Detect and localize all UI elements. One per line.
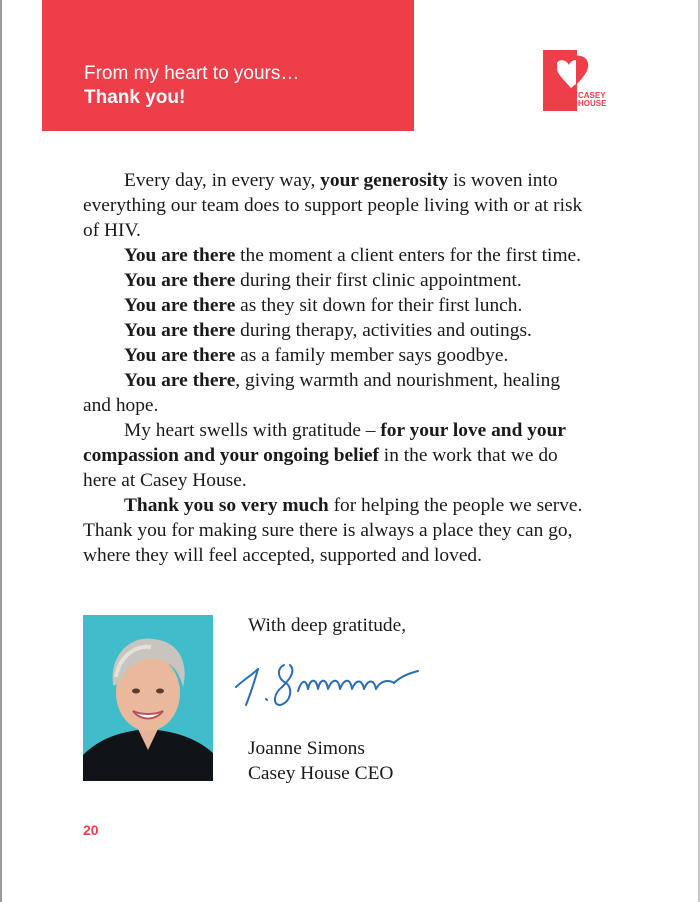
signer-name: Joanne Simons	[248, 738, 365, 759]
letter-paragraph	[83, 168, 583, 243]
portrait-illustration	[83, 615, 213, 781]
emphasis-text: for your love and your compassion and your ongoing belief	[83, 420, 566, 466]
emphasis-text: You are there	[124, 295, 236, 316]
logo-wordmark	[578, 92, 606, 108]
paragraph-text: in the work that we do here at Casey House.	[83, 445, 558, 491]
handwritten-signature	[228, 643, 453, 723]
closing-line: With deep gratitude,	[248, 615, 407, 636]
letter-paragraph	[83, 493, 583, 568]
paragraph-text: Every day, in every way,	[124, 170, 321, 191]
letter-body	[83, 168, 583, 568]
letter-paragraph	[83, 293, 583, 318]
page-number: 20	[83, 822, 99, 838]
logo-text-house: HOUSE	[578, 99, 607, 108]
casey-house-logo	[543, 50, 613, 114]
paragraph-text: is woven into everything our team does to support people living with or at risk of HIV.	[83, 170, 583, 241]
emphasis-text: You are there	[124, 370, 236, 391]
paragraph-text: as they sit down for their first lunch.	[235, 295, 523, 316]
signer-title: Casey House CEO	[248, 763, 394, 784]
emphasis-text: You are there	[124, 345, 236, 366]
emphasis-text: You are there	[124, 320, 236, 341]
paragraph-text: as a family member says goodbye.	[235, 345, 509, 366]
banner-subheading: Thank you!	[84, 87, 186, 108]
emphasis-text: You are there	[124, 245, 236, 266]
banner-heading: From my heart to yours…	[84, 63, 300, 84]
letter-paragraph	[83, 318, 583, 343]
paragraph-text: during therapy, activities and outings.	[235, 320, 532, 341]
letter-paragraph	[83, 243, 583, 268]
emphasis-text: your generosity	[320, 170, 449, 191]
logo-text-casey: CASEY	[578, 91, 606, 100]
emphasis-text: Thank you so very much	[124, 495, 329, 516]
paragraph-text: during their first clinic appointment.	[235, 270, 522, 291]
letter-paragraph	[83, 343, 583, 368]
letter-paragraph	[83, 418, 583, 493]
letter-paragraph	[83, 368, 583, 418]
paragraph-text: the moment a client enters for the first time.	[235, 245, 581, 266]
header-banner	[42, 0, 414, 131]
page-edge-left	[0, 0, 2, 902]
paragraph-text: My heart swells with gratitude –	[124, 420, 381, 441]
letter-paragraph	[83, 268, 583, 293]
ceo-portrait-photo	[83, 615, 213, 781]
paragraph-text: , giving warmth and nourishment, healing and hope.	[83, 370, 561, 416]
paragraph-text: for helping the people we serve. Thank you for making sure there is always a place they can go, where they will feel accepted, supported and loved.	[83, 495, 583, 566]
signer-block	[248, 736, 393, 786]
emphasis-text: You are there	[124, 270, 236, 291]
